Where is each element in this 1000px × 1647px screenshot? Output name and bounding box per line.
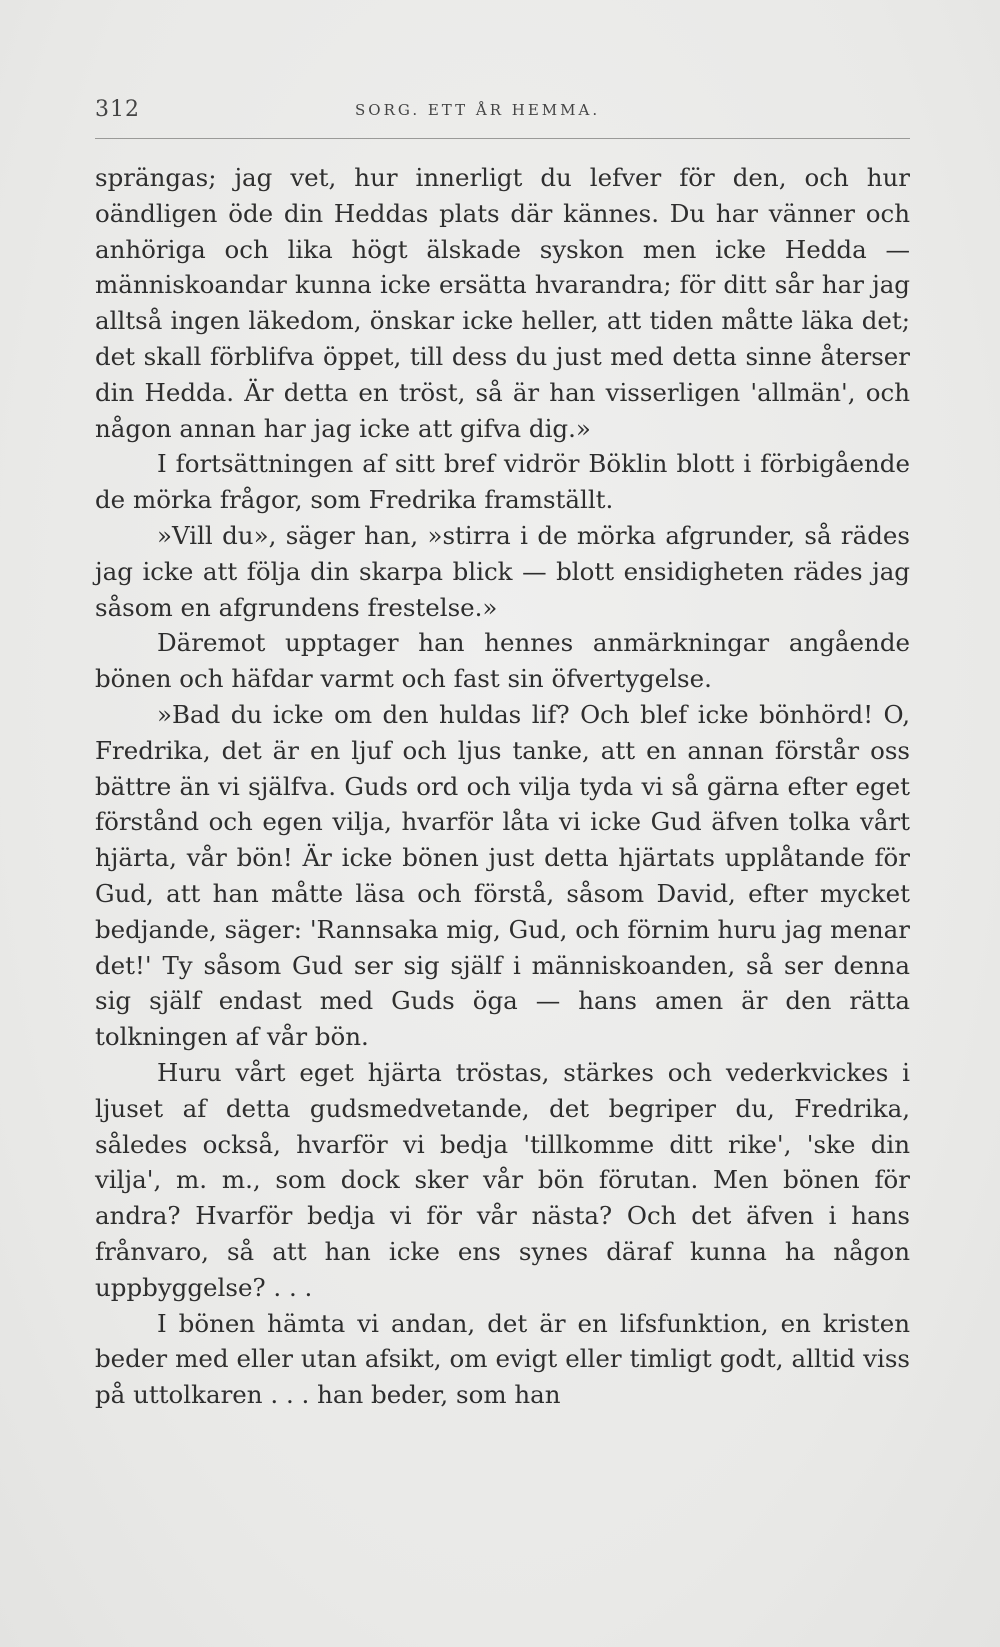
paragraph: I bönen hämta vi andan, det är en lifsfunktion, en kristen beder med eller utan afsikt, om evigt eller timligt godt, alltid viss på uttolkaren . . . han beder, som han: [95, 1308, 910, 1410]
paragraph: Huru vårt eget hjärta tröstas, stärkes och vederkvickes i ljuset af detta gudsmedvetande, det begriper du, Fredrika, således också, hvarför vi bedja 'tillkomme ditt rike', 'ske din vilja', m. m., som dock sker vår bön förutan. Men bönen för andra? Hvarför bedja vi för vår nästa? Och det äfven i hans frånvaro, så att han icke ens synes däraf kunna ha någon uppbyggelse? . . .: [95, 1057, 910, 1302]
paragraph: Däremot upptager han hennes anmärkningar angående bönen och häfdar varmt och fast sin öfvertygelse.: [95, 628, 910, 694]
paragraph: »Vill du», säger han, »stirra i de mörka afgrunder, så rädes jag icke att följa din skarpa blick — blott ensidigheten rädes jag såsom en afgrundens frestelse.»: [95, 520, 910, 622]
page-header: [95, 97, 910, 127]
paragraph: I fortsättningen af sitt bref vidrör Böklin blott i förbigående de mörka frågor, som Fredrika framställt.: [95, 449, 910, 515]
page-number: 312: [95, 97, 140, 122]
running-head: SORG. ETT ÅR HEMMA.: [355, 101, 601, 119]
body-text: [95, 160, 910, 1413]
header-rule: [95, 138, 910, 139]
paragraph: sprängas; jag vet, hur innerligt du lefver för den, och hur oändligen öde din Heddas plats där kännes. Du har vänner och anhöriga och lika högt älskade syskon men icke Hedda — människoandar kunna icke ersätta hvarandra; för ditt sår har jag alltså ingen läkedom, önskar icke heller, att tiden måtte läka det; det skall förblifva öppet, till dess du just med detta sinne återser din Hedda. Är detta en tröst, så är han visserligen 'allmän', och någon annan har jag icke att gifva dig.»: [95, 163, 910, 443]
paragraph: »Bad du icke om den huldas lif? Och blef icke bönhörd! O, Fredrika, det är en ljuf och ljus tanke, att en annan förstår oss bättre än vi själfva. Guds ord och vilja tyda vi så gärna efter eget förstånd och egen vilja, hvarför låta vi icke Gud äfven tolka vårt hjärta, vår bön! Är icke bönen just detta hjärtats upplåtande för Gud, att han måtte läsa och förstå, såsom David, efter mycket bedjande, säger: 'Rannsaka mig, Gud, och förnim huru jag menar det!' Ty såsom Gud ser sig själf i människoanden, så ser denna sig själf endast med Guds öga — hans amen är den rätta tolkningen af vår bön.: [95, 699, 910, 1052]
